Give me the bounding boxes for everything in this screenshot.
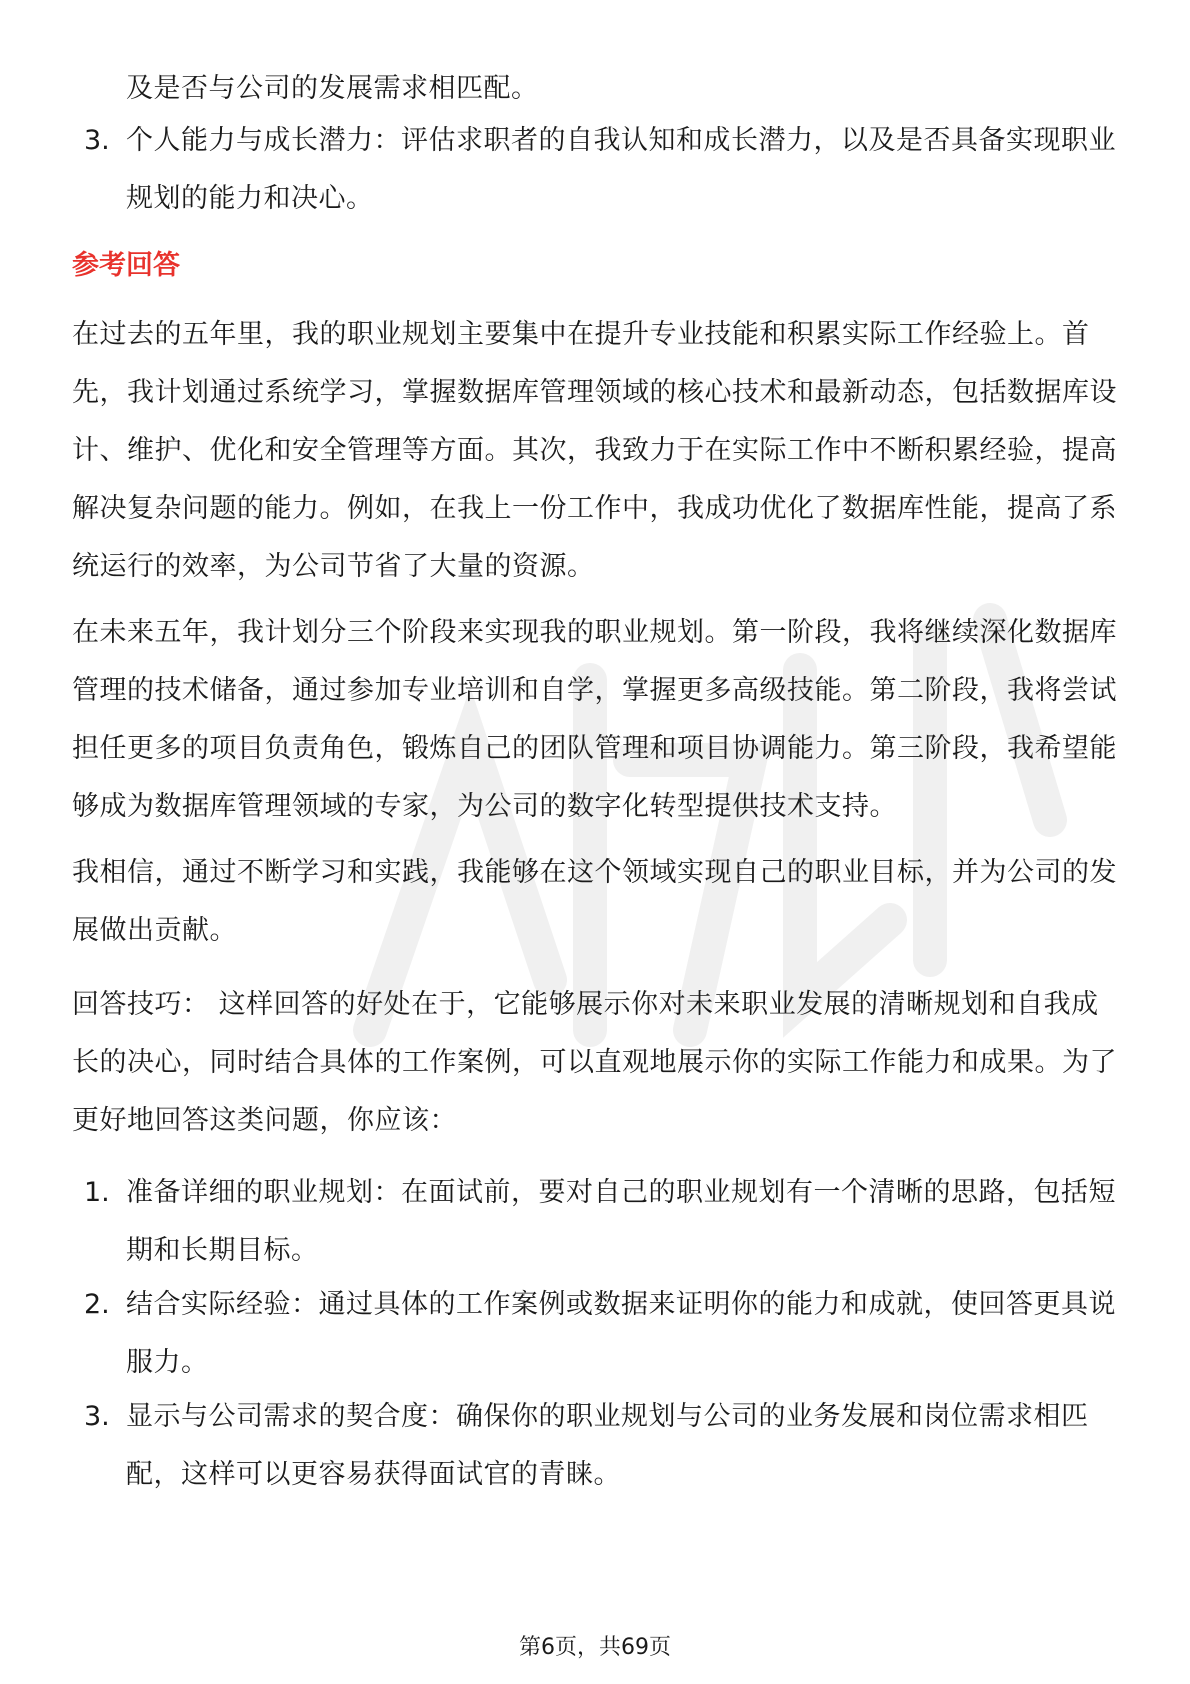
list-number: 3. <box>84 125 110 156</box>
tip-number: 2. <box>84 1289 110 1320</box>
tips-paragraph: 回答技巧： 这样回答的好处在于，它能够展示你对未来职业发展的清晰规划和自我成长的决心，同时结合具体的工作案例，可以直观地展示你的实际工作能力和成果。为了更好地回答这类问题，你应该： <box>72 989 1117 1136</box>
tip-number: 3. <box>84 1401 110 1432</box>
answer-paragraph-1: 在过去的五年里，我的职业规划主要集中在提升专业技能和积累实际工作经验上。首先，我计划通过系统学习，掌握数据库管理领域的核心技术和最新动态，包括数据库设计、维护、优化和安全管理等方面。其次，我致力于在实际工作中不断积累经验，提高解决复杂问题的能力。例如，在我上一份工作中，我成功优化了数据库性能，提高了系统运行的效率，为公司节省了大量的资源。 <box>72 319 1117 582</box>
page-number: 第6页，共69页 <box>519 1635 671 1660</box>
section-heading: 参考回答 <box>72 250 180 281</box>
tip-text: 准备详细的职业规划：在面试前，要对自己的职业规划有一个清晰的思路，包括短期和长期目标。 <box>126 1177 1116 1266</box>
list-item-continuation: 及是否与公司的发展需求相匹配。 <box>126 73 539 104</box>
tip-text: 结合实际经验：通过具体的工作案例或数据来证明你的能力和成就，使回答更具说服力。 <box>126 1289 1116 1378</box>
answer-paragraph-2: 在未来五年，我计划分三个阶段来实现我的职业规划。第一阶段，我将继续深化数据库管理的技术储备，通过参加专业培训和自学，掌握更多高级技能。第二阶段，我将尝试担任更多的项目负责角色，锻炼自己的团队管理和项目协调能力。第三阶段，我希望能够成为数据库管理领域的专家，为公司的数字化转型提供技术支持。 <box>72 617 1117 822</box>
list-item-text: 个人能力与成长潜力：评估求职者的自我认知和成长潜力，以及是否具备实现职业规划的能力和决心。 <box>126 125 1116 214</box>
tip-text: 显示与公司需求的契合度：确保你的职业规划与公司的业务发展和岗位需求相匹配，这样可以更容易获得面试官的青睐。 <box>126 1401 1089 1490</box>
tip-number: 1. <box>84 1177 110 1208</box>
answer-paragraph-3: 我相信，通过不断学习和实践，我能够在这个领域实现自己的职业目标，并为公司的发展做出贡献。 <box>72 857 1117 946</box>
